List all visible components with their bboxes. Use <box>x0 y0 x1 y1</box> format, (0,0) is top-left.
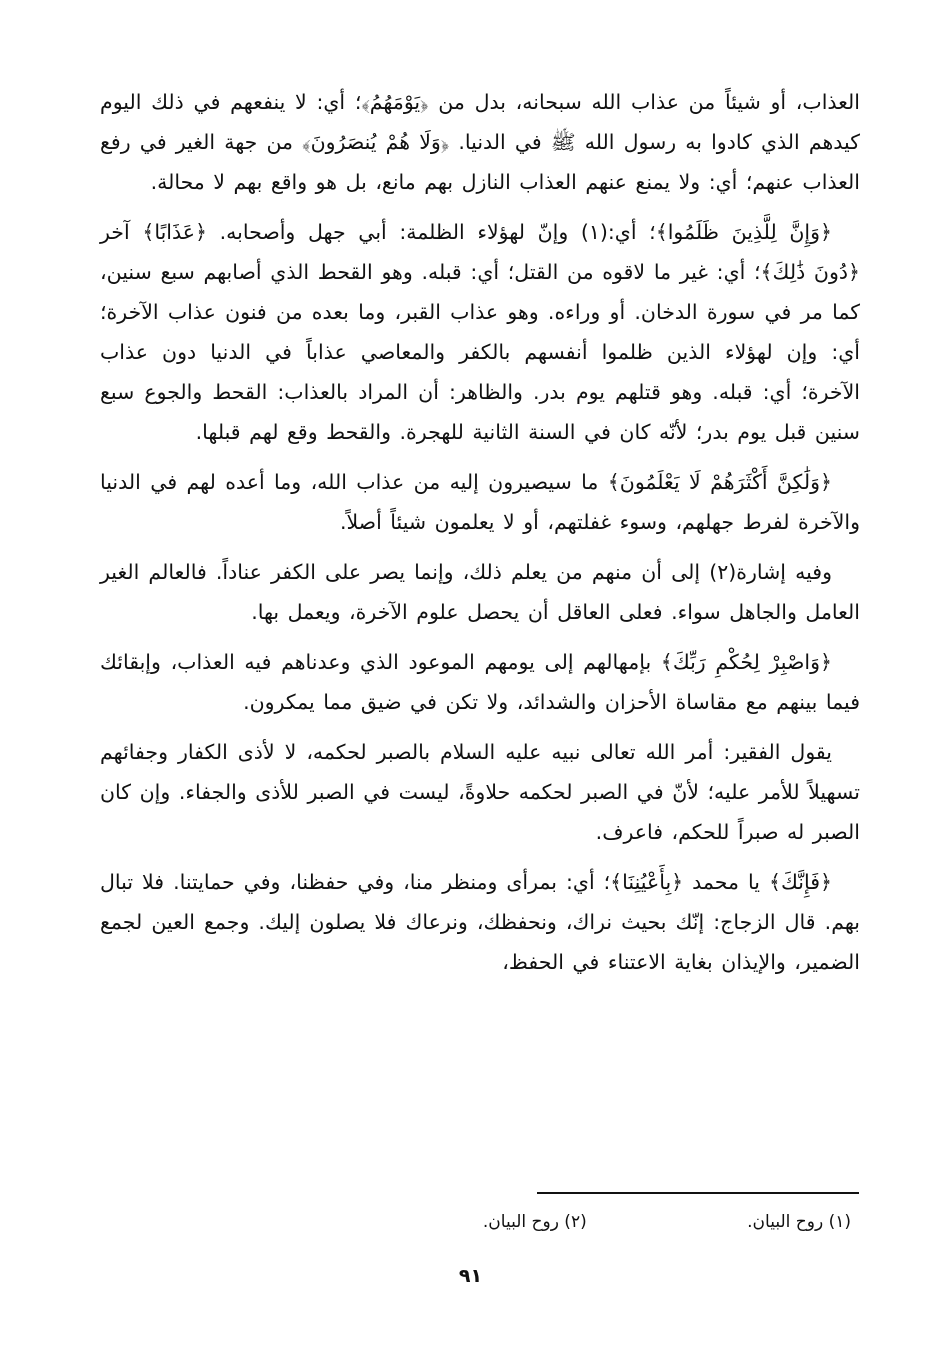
page-number: ٩١ <box>458 1265 483 1287</box>
paragraph-2: ﴿وَإِنَّ لِلَّذِينَ ظَلَمُوا﴾؛ أي:(١) وإنّ لهؤلاء الظلمة: أبي جهل وأصحابه. ﴿عَذَابًا﴾ آخر ﴿دُونَ ذَٰلِكَ﴾؛ أي: غير ما لاقوه من القتل؛ أي: قبله. وهو القحط الذي أصابهم سبع سنين، كما مر في سورة الدخان. أو وراءه. وهو عذاب القبر، وما بعده من فنون عذاب الآخرة؛ أي: وإن لهؤلاء الذين ظلموا أنفسهم بالكفر والمعاصي عذاباً في الدنيا دون عذاب الآخرة؛ أي: قبله. وهو قتلهم يوم بدر. والظاهر: أن المراد بالعذاب: القحط والجوع سبع سنين قبل يوم بدر؛ لأنّه كان في السنة الثانية للهجرة. والقحط وقع لهم قبلها. <box>100 220 860 444</box>
footnotes <box>291 1208 851 1236</box>
paragraph-6: يقول الفقير: أمر الله تعالى نبيه عليه السلام بالصبر لحكمه، لا لأذى الكفار وجفائهم تسهيلاً للأمر عليه؛ لأنّ في الصبر لحكمه حلاوةً، ليست في الصبر للأذى والجفاء. وإن كان الصبر له صبراً للحكم، فاعرف. <box>100 740 860 844</box>
paragraph-3: ﴿وَلَٰكِنَّ أَكْثَرَهُمْ لَا يَعْلَمُونَ﴾ ما سيصيرون إليه من عذاب الله، وما أعده لهم في الدنيا والآخرة لفرط جهلهم، وسوء غفلتهم، أو لا يعلمون شيئاً أصلاً. <box>100 470 860 534</box>
footnote-1: (١) روح البيان. <box>747 1212 851 1232</box>
page-body <box>100 82 860 992</box>
paragraph-5: ﴿وَاصْبِرْ لِحُكْمِ رَبِّكَ﴾ بإمهالهم إلى يومهم الموعود الذي وعدناهم فيه العذاب، وإبقائك فيما بينهم مع مقاساة الأحزان والشدائد، ولا تكن في ضيق مما يمكرون. <box>100 650 860 714</box>
paragraph-4: وفيه إشارة(٢) إلى أن منهم من يعلم ذلك، وإنما يصر على الكفر عناداً. فالعالم الغير العامل والجاهل سواء. فعلى العاقل أن يحصل علوم الآخرة، ويعمل بها. <box>100 560 860 624</box>
footnote-divider <box>537 1192 859 1194</box>
footnote-2: (٢) روح البيان. <box>482 1212 587 1232</box>
paragraph-7: ﴿فَإِنَّكَ﴾ يا محمد ﴿بِأَعْيُنِنَا﴾؛ أي: بمرأى ومنظر منا، وفي حفظنا، وفي حمايتنا. فلا تبال بهم. قال الزجاج: إنّك بحيث نراك، ونحفظك، ونرعاك فلا يصلون إليك. وجمع العين لجمع الضمير، والإيذان بغاية الاعتناء في الحفظ، <box>100 870 860 974</box>
paragraph-1: العذاب، أو شيئاً من عذاب الله سبحانه، بدل من ﴿يَوْمَهُمُ﴾؛ أي: لا ينفعهم في ذلك اليوم كيدهم الذي كادوا به رسول الله ﷺ في الدنيا. ﴿وَلَا هُمْ يُنصَرُونَ﴾ من جهة الغير في رفع العذاب عنهم؛ أي: ولا يمنع عنهم العذاب النازل بهم مانع، بل هو واقع بهم لا محالة. <box>100 90 860 194</box>
